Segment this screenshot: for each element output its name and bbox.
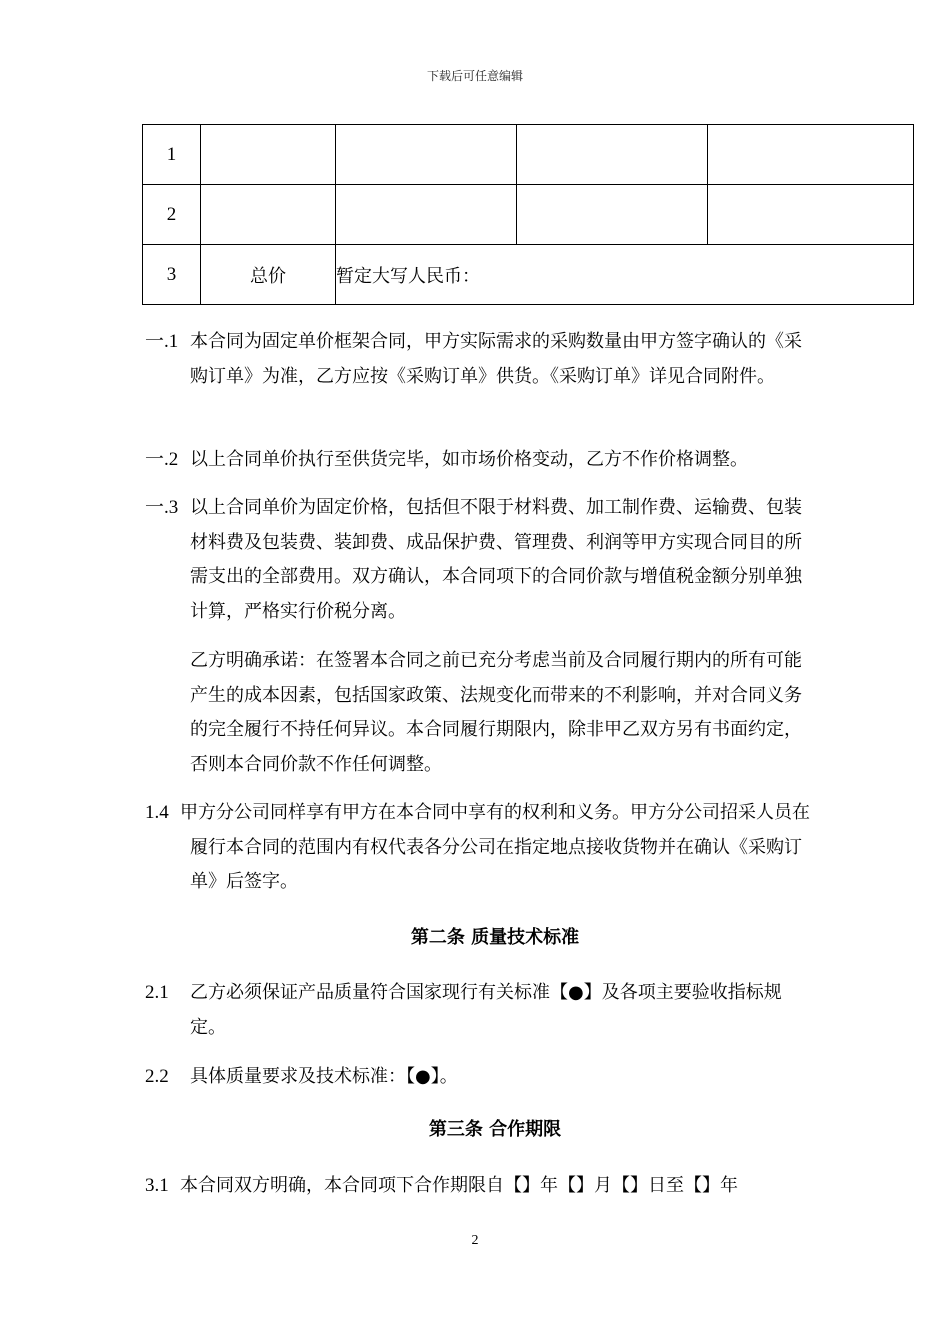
table-cell	[336, 185, 517, 245]
table-row	[143, 185, 914, 245]
clause-number: 2.2	[145, 1066, 169, 1087]
clause-text: 以上合同单价执行至供货完毕，如市场价格变动，乙方不作价格调整。	[190, 449, 748, 470]
table-row	[143, 125, 914, 185]
table-cell	[336, 125, 517, 185]
section-heading: 第三条 合作期限	[428, 1119, 562, 1140]
clause-text: 本合同为固定单价框架合同，甲方实际需求的采购数量由甲方签字确认的《采购订单》为准，乙方应按《采购订单》供货。《采购订单》详见合同附件。	[190, 331, 802, 387]
clause-number: 1.4	[145, 802, 169, 823]
clause-text: 以上合同单价为固定价格，包括但不限于材料费、加工制作费、运输费、包装材料费及包装费、装卸费、成品保护费、管理费、利润等甲方实现合同目的所需支出的全部费用。双方确认，本合同项下的合同价款与增值税金额分别单独计算，严格实行价税分离。	[190, 497, 802, 622]
table-row	[143, 245, 914, 305]
price-table	[142, 124, 914, 305]
clause-1-3-commitment	[145, 644, 810, 782]
clause-number: 一.3	[145, 497, 179, 518]
total-label: 总价	[201, 245, 336, 305]
clause-1-2	[145, 443, 810, 478]
clause-1-3	[145, 491, 810, 629]
clause-text: 甲方分公司同样享有甲方在本合同中享有的权利和义务。甲方分公司招采人员在履行本合同的范围内有权代表各分公司在指定地点接收货物并在确认《采购订单》后签字。	[180, 802, 810, 892]
clause-text: 乙方必须保证产品质量符合国家现行有关标准【●】及各项主要验收指标规定。	[190, 982, 782, 1038]
table-cell	[708, 185, 914, 245]
clause-number: 一.1	[145, 331, 179, 352]
table-cell	[708, 125, 914, 185]
row-number: 3	[143, 245, 201, 305]
clause-2-1	[145, 976, 810, 1045]
clause-text: 具体质量要求及技术标准：【●】。	[190, 1066, 458, 1087]
clause-1-4	[145, 796, 810, 900]
clause-number: 一.2	[145, 449, 179, 470]
clause-text: 本合同双方明确，本合同项下合作期限自【】年【】月【】日至【】年	[180, 1175, 738, 1196]
clause-number: 3.1	[145, 1175, 169, 1196]
clause-3-1	[145, 1169, 810, 1204]
header-note: 下载后可任意编辑	[426, 69, 523, 83]
clause-1-1	[145, 325, 810, 394]
row-number: 2	[143, 185, 201, 245]
table-cell	[517, 125, 708, 185]
clause-text: 乙方明确承诺：在签署本合同之前已充分考虑当前及合同履行期内的所有可能产生的成本因素，包括国家政策、法规变化而带来的不利影响，并对合同义务的完全履行不持任何异议。本合同履行期限内，除非甲乙双方另有书面约定，否则本合同价款不作任何调整。	[190, 650, 802, 775]
page-number: 2	[471, 1233, 479, 1248]
clause-2-2	[145, 1060, 810, 1095]
table-cell	[517, 185, 708, 245]
total-value: 暂定大写人民币：	[336, 245, 914, 305]
section-heading: 第二条 质量技术标准	[410, 927, 580, 948]
row-number: 1	[143, 125, 201, 185]
table-cell	[201, 185, 336, 245]
table-cell	[201, 125, 336, 185]
clause-number: 2.1	[145, 982, 169, 1003]
